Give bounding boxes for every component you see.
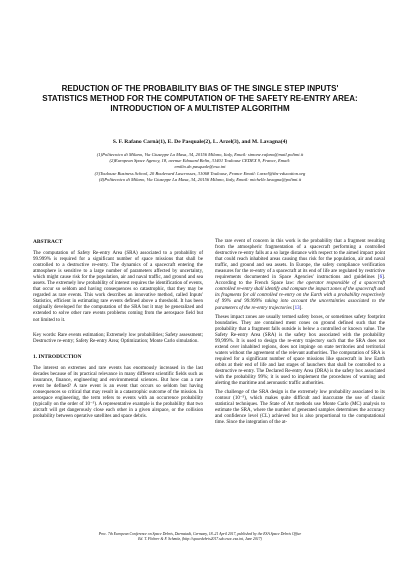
paragraph-text: ]. According to the French Space law: [215,275,385,287]
title-line-1: REDUCTION OF THE PROBABILITY BIAS OF THE SINGLE STEP INPUTS' [61,84,339,93]
affiliation-3: (3)Toulouse Business School, 20 Boulevard Lascrosses, 31068 Toulouse, France Email: l.arzel@tbs-education.org [94,170,306,176]
footer-line-2: Ed. T. Flohrer & F. Schmitz, (http://spacedebris2017.sdo.esoc.esa.int, June 2017) [138,537,262,541]
footer-line-1: Proc. 7th European Conference on Space Debris, Darmstadt, Germany, 18–21 April 2017, published by the ESA Space Debris Office [98,532,302,536]
paragraph-text: [ [291,305,295,311]
affiliation-4: (4)Politecnico di Milano, Via Giuseppe La Masa, 34, 20156 Milano, Italy, Email: michelle.lavagna@polimi.it [98,176,302,182]
paragraph-sra-challenge: The challenge of the SRA design is the extremely low probability associated to its contour (10⁻⁵), which makes quite difficult and inaccurate the use of classic statistical techniques. The State of Art methods use Monte Carlo (MC) analysis to estimate the SRA, where the number of generated samples determines the accuracy and confidence level (CL) achieved but is also proportional to the computational time. Since the integration of the at- [215,390,385,426]
introduction-text: The interest on extremes and rare events has enormously increased in the last decades because of its practical relevance in many different scientific fields such as insurance, finance, engineering and environmental sciences. But how can a rare event be defined? A rare event is an event that occurs so seldom but having consequences so critical that may result in a catastrophic outcome of the mission. In aerospace engineering, the term refers to events with an occurrence probability (typically on the order of 10⁻⁵). A representative example is the probability that two aircraft will get dangerously close each other in a given airspace, or the collision probability between operative satellites and space debris. [33,365,203,420]
affiliation-2: (2)European Space Agency, 18, avenue Edouard Belin, 31401 Toulouse CEDEX 9, France, Email: [109,158,291,164]
paragraph-rare-event [215,239,385,312]
affiliation-1: (1)Politecnico di Milano, Via Giuseppe La Masa, 34, 20156 Milano, Italy, Email: simone.rafano@mail.polimi.it [96,152,304,157]
keywords: Key words: Rare events estimation; Extremely low probabilities; Safety assessment; Destructive re-entry; Safety Re-entry Area; Optimization; Monte Carlo simulation. [33,332,203,344]
affiliation-2-email: emilio.de.pasquale@esa.int [174,164,226,170]
paper-title [40,84,360,114]
paragraph-text: ]. [299,305,303,311]
paragraph-text: The rare event of concern in this work is the probability that a fragment resulting from the atmospheric fragmentation of a spacecraft performing a controlled destructive re-entry falls at a so large distance with respect to the aimed impact point that could reach inhabited areas causing thus risk for the population, air and naval traffic, and ground and sea assets. In Europe, the safety compliance verification measures for the re-entry of a spacecraft at its end of life are regulated by restrictive requirements documented in Space Agencies' instructions and guidelines [ [215,239,385,281]
citation-link[interactable]: 13 [294,305,300,311]
author-list: S. F. Rafano Carnà(1), E. De Pasquale(2), L. Arzel(3), and M. Lavagna(4) [112,139,288,145]
left-column [33,239,203,423]
page-footer [40,532,360,542]
citation-link[interactable]: 6 [379,275,383,281]
title-line-2: STATISTICS METHOD FOR THE COMPUTATION OF THE SAFETY RE-ENTRY AREA: [42,94,358,103]
paragraph-safety-boxes: Theses impact zones are usually termed safety boxes, or sometimes safety footprint boundaries. They are contained ment cones on ground defined such that the probability that a fragment falls outside is below a controlled or known value. The Safety Re-entry Area (SRA) is the safety box associated with the probability 99,999%. It is used to design the re-entry trajectory such that the SRA does not extend over inhabited regions, does not impinge on state territories and territorial waters without the agreement of the relevant authorities. The computation of SRA is required for a significant number of space missions like spacecraft in low Earth orbits at their end of life and last stages of launchers that shall be controlled to a destructive re-entry. The Declared Re-entry Area (DRA) is the safety box associated with the probability 99%; it is used to implement the procedures of warning and alerting the maritime and aeronautic traffic authorities. [215,314,385,387]
title-line-3: INTRODUCTION OF A MULTISTEP ALGORITHM [110,104,290,113]
abstract-text: The computation of Safety Re-entry Area (SRA) associated to a probability of 99.999% is required for a significant number of space missions that shall be controlled to a destructive re-entry. The dynamics of a spacecraft entering the atmosphere is sensitive to a large number of parameters affected by uncertainty, which might cause risk for the population, air and naval traffic, and ground and sea assets. The extremely low probability of interest requires the identification of events, that occur so seldom and having consequences so catastrophic, that they may be regarded as rare events. This work describes an innovative method, called Inputs' Statistics, efficient in estimating rare events defined above a threshold. It has been originally developed for the computation of the SRA but it may be generalized and extended to solve other rare events problems coming from the aerospace field but not limited to it. [33,251,203,323]
abstract-heading: ABSTRACT [33,239,63,245]
introduction-heading: 1. INTRODUCTION [33,353,82,360]
affiliations [30,152,370,183]
right-column [215,239,385,429]
quoted-law-text: the operator responsible of a spacecraft controlled re-entry shall identify and compute the impact zones of the spacecraft and its fragments for all controlled re-entry on the Earth with a probability respectively of 99% and 99.999% taking into account the uncertainties associated to the parameters of the re-entry trajectories [215,281,385,311]
